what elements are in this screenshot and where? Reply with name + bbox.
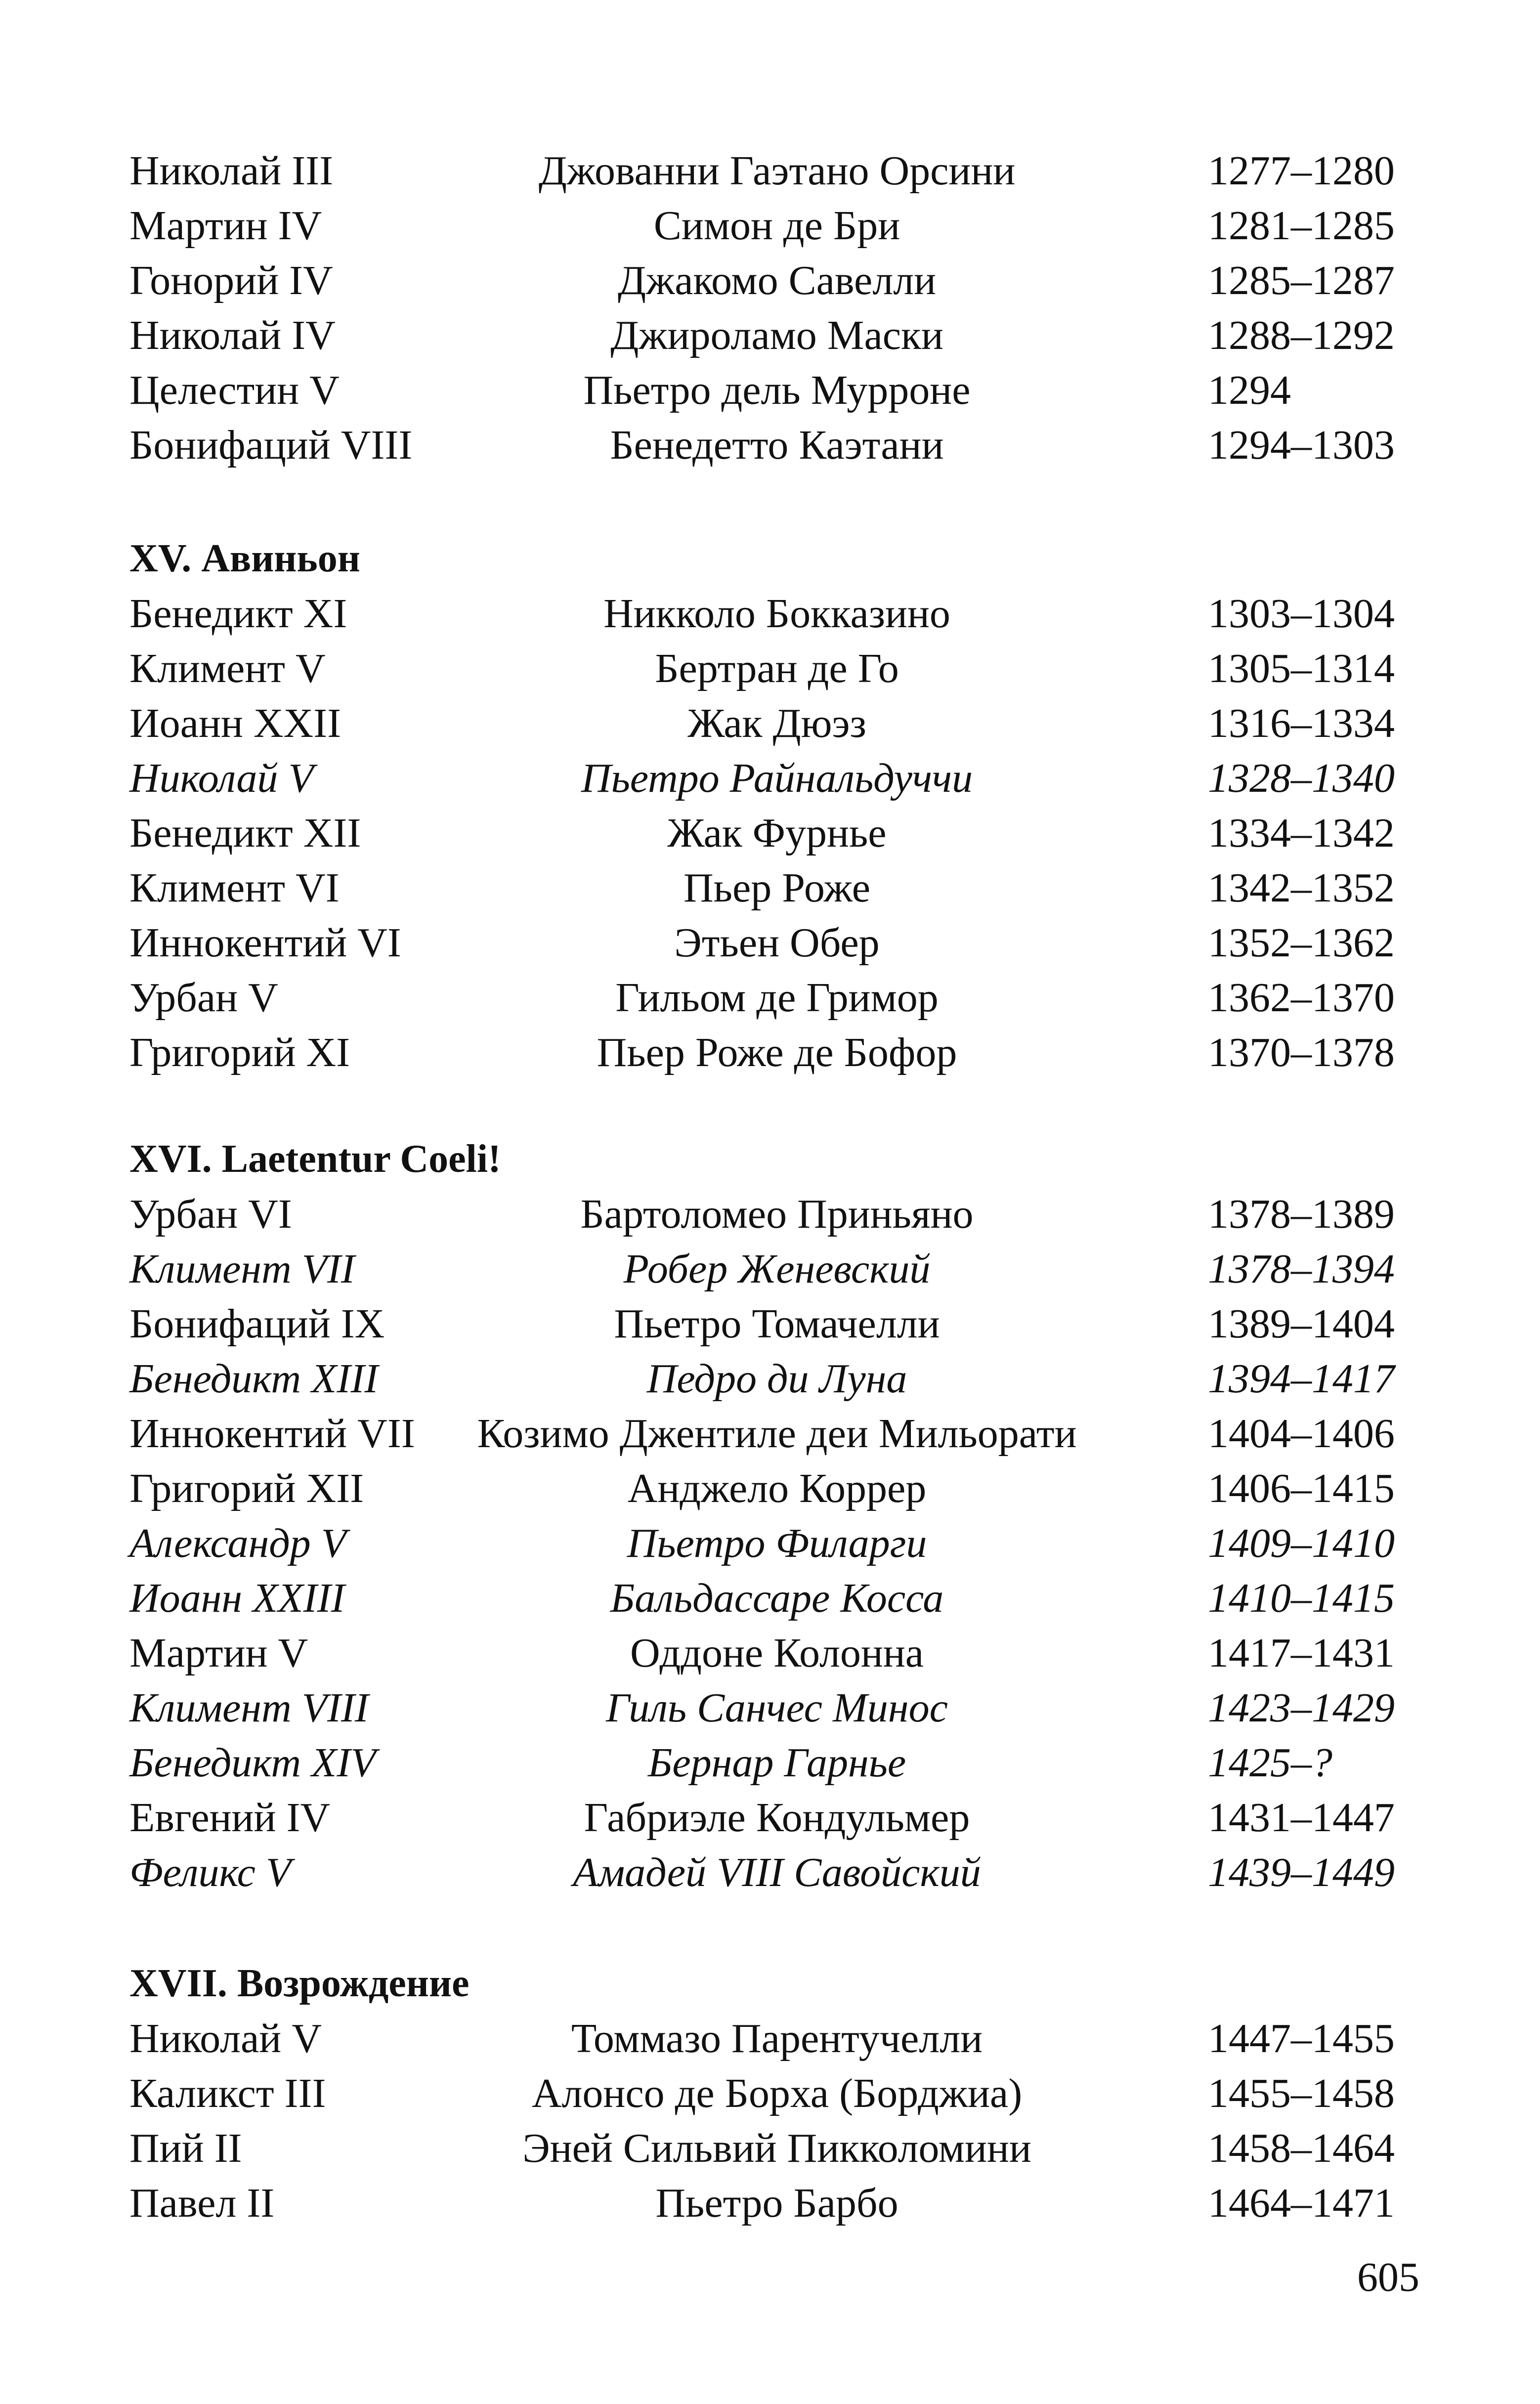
pontificate-years: 1352–1362: [1208, 920, 1395, 966]
pope-row: [129, 2066, 1424, 2121]
pope-regnal-name: Урбан V: [129, 975, 278, 1021]
pope-regnal-name: Григорий XII: [129, 1465, 364, 1511]
pontificate-years: 1409–1410: [1208, 1520, 1395, 1566]
pontificate-years: 1447–1455: [1208, 2016, 1395, 2061]
antipope-row: [129, 751, 1424, 806]
pontificate-years: 1410–1415: [1208, 1575, 1395, 1621]
section-table: [129, 586, 1424, 1080]
pope-regnal-name: Мартин V: [129, 1630, 308, 1676]
antipope-row: [129, 1516, 1424, 1571]
section-table: [129, 1187, 1424, 1900]
pope-row: [129, 253, 1424, 308]
pope-birth-name: Гильом де Гримор: [615, 975, 939, 1021]
pope-regnal-name: Николай V: [129, 2016, 322, 2061]
pope-birth-name: Робер Женевский: [623, 1246, 931, 1292]
pope-birth-name: Пьетро Райнальдуччи: [581, 755, 973, 801]
pope-regnal-name: Иоанн XXIII: [129, 1575, 345, 1621]
pope-row: [129, 363, 1424, 418]
pope-regnal-name: Климент V: [129, 645, 326, 691]
pope-birth-name: Бальдассаре Косса: [610, 1575, 944, 1621]
pope-regnal-name: Гонорий IV: [129, 258, 333, 303]
pope-regnal-name: Иннокентий VI: [129, 920, 401, 966]
pontificate-years: 1389–1404: [1208, 1301, 1395, 1347]
pope-row: [129, 2176, 1424, 2231]
pope-row: [129, 1790, 1424, 1845]
pope-birth-name: Габриэле Кондульмер: [584, 1795, 970, 1841]
pontificate-years: 1303–1304: [1208, 591, 1395, 637]
pope-regnal-name: Иннокентий VII: [129, 1411, 415, 1457]
pope-regnal-name: Феликс V: [129, 1849, 292, 1895]
pontificate-years: 1362–1370: [1208, 975, 1395, 1021]
pope-regnal-name: Целестин V: [129, 367, 340, 413]
pope-regnal-name: Бонифаций IX: [129, 1301, 385, 1347]
pope-regnal-name: Каликст III: [129, 2070, 326, 2116]
pope-birth-name: Бернар Гарнье: [647, 1740, 906, 1786]
section-table: [129, 143, 1424, 472]
pope-regnal-name: Бенедикт XII: [129, 810, 361, 856]
pontificate-years: 1294: [1208, 367, 1291, 413]
pope-birth-name: Джироламо Маски: [610, 312, 943, 358]
pope-row: [129, 1626, 1424, 1680]
pope-regnal-name: Бенедикт XIII: [129, 1356, 379, 1402]
pope-birth-name: Бартоломео Приньяно: [580, 1191, 974, 1237]
pope-birth-name: Джованни Гаэтано Орсини: [538, 148, 1016, 194]
pontificate-years: 1431–1447: [1208, 1795, 1395, 1841]
pope-regnal-name: Мартин IV: [129, 203, 322, 249]
antipope-row: [129, 1845, 1424, 1900]
pope-birth-name: Алонсо де Борха (Борджиа): [531, 2070, 1023, 2116]
pope-regnal-name: Евгений IV: [129, 1795, 331, 1841]
pontificate-years: 1404–1406: [1208, 1411, 1395, 1457]
pope-row: [129, 1187, 1424, 1242]
pope-birth-name: Бертран де Го: [655, 645, 899, 691]
pontificate-years: 1378–1389: [1208, 1191, 1395, 1237]
section-table: [129, 2011, 1424, 2231]
pope-regnal-name: Климент VIII: [129, 1685, 369, 1731]
pope-regnal-name: Климент VI: [129, 865, 340, 911]
pope-birth-name: Пьетро Томачелли: [614, 1301, 940, 1347]
pontificate-years: 1464–1471: [1208, 2180, 1395, 2226]
pope-row: [129, 2121, 1424, 2176]
pope-birth-name: Козимо Джентиле деи Мильорати: [477, 1411, 1077, 1457]
pope-row: [129, 586, 1424, 641]
pope-row: [129, 915, 1424, 970]
pontificate-years: 1316–1334: [1208, 700, 1395, 746]
pontificate-years: 1394–1417: [1208, 1356, 1395, 1402]
antipope-row: [129, 1351, 1424, 1406]
pope-birth-name: Амадей VIII Савойский: [573, 1849, 981, 1895]
pontificate-years: 1370–1378: [1208, 1030, 1395, 1075]
pope-birth-name: Анджело Коррер: [627, 1465, 927, 1511]
pope-birth-name: Педро ди Луна: [646, 1356, 907, 1402]
pope-regnal-name: Павел II: [129, 2180, 275, 2226]
pope-birth-name: Томмазо Парентучелли: [571, 2016, 983, 2061]
antipope-row: [129, 1242, 1424, 1296]
antipope-row: [129, 1735, 1424, 1790]
pontificate-years: 1423–1429: [1208, 1685, 1395, 1731]
pope-row: [129, 418, 1424, 472]
pope-birth-name: Симон де Бри: [653, 203, 900, 249]
pope-row: [129, 970, 1424, 1025]
pope-birth-name: Эней Сильвий Пикколомини: [522, 2125, 1031, 2171]
pontificate-years: 1378–1394: [1208, 1246, 1395, 1292]
pope-birth-name: Пьер Роже: [684, 865, 870, 911]
pope-birth-name: Никколо Бокказино: [603, 591, 950, 637]
pope-regnal-name: Иоанн XXII: [129, 700, 342, 746]
antipope-row: [129, 1571, 1424, 1626]
pope-regnal-name: Николай V: [129, 755, 314, 801]
section-title: XVII. Возрождение: [129, 1962, 470, 2005]
pope-birth-name: Жак Фурнье: [667, 810, 887, 856]
pontificate-years: 1281–1285: [1208, 203, 1395, 249]
section-title: XV. Авиньон: [129, 537, 360, 580]
pope-birth-name: Бенедетто Каэтани: [610, 422, 944, 468]
pope-regnal-name: Николай III: [129, 148, 334, 194]
pontificate-years: 1305–1314: [1208, 645, 1395, 691]
pontificate-years: 1328–1340: [1208, 755, 1395, 801]
pope-row: [129, 860, 1424, 915]
pope-row: [129, 1406, 1424, 1461]
pontificate-years: 1455–1458: [1208, 2070, 1395, 2116]
section-title: XVI. Laetentur Coeli!: [129, 1137, 501, 1181]
pope-row: [129, 1296, 1424, 1351]
pope-birth-name: Пьетро Барбо: [655, 2180, 898, 2226]
pope-birth-name: Жак Дюэз: [687, 700, 866, 746]
pontificate-years: 1406–1415: [1208, 1465, 1395, 1511]
pope-row: [129, 696, 1424, 751]
pope-birth-name: Джакомо Савелли: [617, 258, 937, 303]
pontificate-years: 1417–1431: [1208, 1630, 1395, 1676]
pontificate-years: 1342–1352: [1208, 865, 1395, 911]
pope-row: [129, 1461, 1424, 1516]
pope-regnal-name: Александр V: [129, 1520, 346, 1566]
pontificate-years: 1334–1342: [1208, 810, 1395, 856]
page-number: 605: [1357, 2254, 1419, 2300]
pope-birth-name: Этьен Обер: [674, 920, 880, 966]
pope-row: [129, 2011, 1424, 2066]
pontificate-years: 1439–1449: [1208, 1849, 1395, 1895]
pope-regnal-name: Григорий XI: [129, 1030, 350, 1075]
pope-regnal-name: Бонифаций VIII: [129, 422, 413, 468]
pope-regnal-name: Бенедикт XI: [129, 591, 347, 637]
antipope-row: [129, 1680, 1424, 1735]
pope-birth-name: Пьетро Филарги: [627, 1520, 927, 1566]
pope-birth-name: Оддоне Колонна: [630, 1630, 924, 1676]
pope-row: [129, 308, 1424, 363]
pope-row: [129, 806, 1424, 860]
pontificate-years: 1425–?: [1208, 1740, 1332, 1786]
pope-regnal-name: Пий II: [129, 2125, 242, 2171]
pope-birth-name: Гиль Санчес Минос: [606, 1685, 948, 1731]
pope-birth-name: Пьетро дель Мурроне: [583, 367, 971, 413]
pope-regnal-name: Климент VII: [129, 1246, 355, 1292]
pope-row: [129, 198, 1424, 253]
pontificate-years: 1288–1292: [1208, 312, 1395, 358]
pontificate-years: 1285–1287: [1208, 258, 1395, 303]
pope-regnal-name: Урбан VI: [129, 1191, 292, 1237]
pontificate-years: 1458–1464: [1208, 2125, 1395, 2171]
pope-row: [129, 143, 1424, 198]
pope-row: [129, 1025, 1424, 1080]
pontificate-years: 1294–1303: [1208, 422, 1395, 468]
pope-birth-name: Пьер Роже де Бофор: [597, 1030, 957, 1075]
pope-row: [129, 641, 1424, 696]
pope-regnal-name: Николай IV: [129, 312, 336, 358]
pope-regnal-name: Бенедикт XIV: [129, 1740, 376, 1786]
pontificate-years: 1277–1280: [1208, 148, 1395, 194]
